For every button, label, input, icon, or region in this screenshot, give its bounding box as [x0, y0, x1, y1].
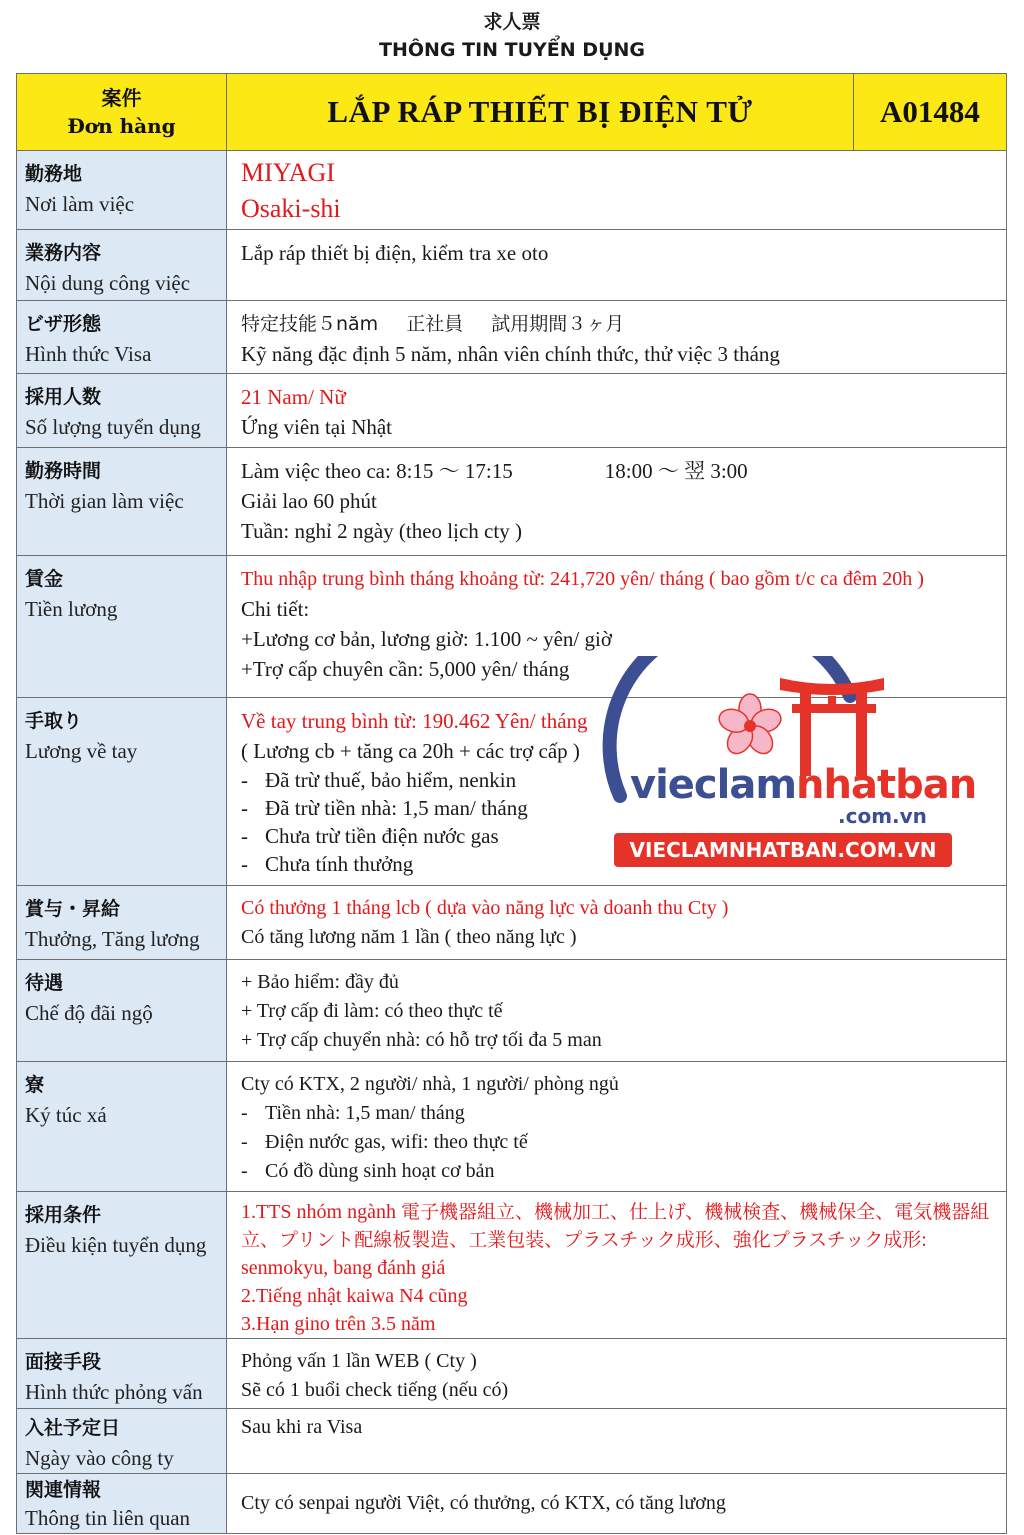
row-bonus — [17, 886, 1007, 960]
bullet-item: - Đã trừ thuế, bảo hiểm, nenkin — [241, 768, 517, 792]
label-vn: Hình thức phỏng vấn — [25, 1380, 203, 1404]
headcount-value: 21 Nam/ Nữ — [241, 385, 346, 409]
order-label-jp: 案件 — [101, 86, 142, 110]
row-label — [17, 886, 227, 960]
row-label — [17, 960, 227, 1062]
row-value — [227, 1474, 1007, 1534]
title-vn: THÔNG TIN TUYỂN DỤNG — [378, 39, 645, 61]
text-line: ( Lương cb + tăng ca 20h + các trợ cấp ) — [241, 739, 580, 763]
row-visa — [17, 301, 1007, 374]
row-value — [227, 151, 1007, 230]
row-value — [227, 960, 1007, 1062]
sakura-icon — [716, 694, 784, 758]
row-label — [17, 698, 227, 886]
text-line: +Trợ cấp chuyên cần: 5,000 yên/ tháng — [241, 657, 570, 681]
row-benefits — [17, 960, 1007, 1062]
average-income: Thu nhập trung bình tháng khoảng từ: 241,720 yên/ tháng ( bao gồm t/c ca đêm 20h ) — [241, 568, 924, 590]
row-label — [17, 151, 227, 230]
job-title: LẮP RÁP THIẾT BỊ ĐIỆN TỬ — [227, 74, 854, 151]
watermark-domain: .com.vn — [838, 804, 927, 828]
row-label — [17, 1062, 227, 1192]
employment-type: 正社員 — [406, 313, 464, 335]
row-value — [227, 1192, 1007, 1339]
label-jp: 手取り — [25, 710, 83, 732]
condition-3: 3.Hạn gino trên 3.5 năm — [241, 1313, 436, 1335]
row-related — [17, 1474, 1007, 1534]
text-line: Lắp ráp thiết bị điện, kiểm tra xe oto — [241, 241, 549, 265]
job-code: A01484 — [854, 74, 1007, 151]
row-label — [17, 301, 227, 374]
label-jp: ビザ形態 — [25, 313, 102, 335]
label-vn: Chế độ đãi ngộ — [25, 1001, 153, 1025]
bullet-item: - Tiền nhà: 1,5 man/ tháng — [241, 1102, 465, 1124]
row-work-content — [17, 230, 1007, 301]
row-label — [17, 1339, 227, 1409]
label-jp: 賞与・昇給 — [25, 898, 121, 920]
text-line: Sẽ có 1 buổi check tiếng (nếu có) — [241, 1379, 509, 1401]
row-headcount — [17, 374, 1007, 448]
label-jp: 勤務地 — [25, 163, 83, 185]
row-value — [227, 1409, 1007, 1474]
label-vn: Thời gian làm việc — [25, 489, 184, 513]
label-vn: Điều kiện tuyển dụng — [25, 1233, 207, 1257]
row-label — [17, 1409, 227, 1474]
label-jp: 採用条件 — [25, 1204, 102, 1226]
row-dorm — [17, 1062, 1007, 1192]
label-vn: Thông tin liên quan — [25, 1506, 191, 1530]
text-line: Phỏng vấn 1 lần WEB ( Cty ) — [241, 1350, 477, 1372]
row-interview — [17, 1339, 1007, 1409]
city: Osaki-shi — [241, 194, 341, 223]
bullet-item: - Có đồ dùng sinh hoạt cơ bản — [241, 1160, 495, 1182]
row-start-date — [17, 1409, 1007, 1474]
row-value — [227, 886, 1007, 960]
shift-night: 18:00 ～ 翌 3:00 — [604, 459, 748, 483]
label-vn: Ngày vào công ty — [25, 1446, 174, 1470]
label-jp: 寮 — [25, 1074, 45, 1096]
label-vn: Ký túc xá — [25, 1103, 107, 1127]
row-location — [17, 151, 1007, 230]
label-vn: Nơi làm việc — [25, 192, 135, 216]
condition-2: 2.Tiếng nhật kaiwa N4 cũng — [241, 1285, 468, 1307]
bonus-value: Có thưởng 1 tháng lcb ( dựa vào năng lực và doanh thu Cty ) — [241, 897, 729, 919]
row-label — [17, 230, 227, 301]
label-vn: Hình thức Visa — [25, 342, 152, 366]
label-jp: 勤務時間 — [25, 460, 102, 482]
row-label — [17, 374, 227, 448]
visa-jp-line — [241, 309, 992, 339]
label-jp: 業務内容 — [25, 242, 102, 264]
watermark-banner: VIECLAMNHATBAN.COM.VN — [614, 833, 952, 867]
row-value — [227, 1062, 1007, 1192]
text-line: Sau khi ra Visa — [241, 1416, 363, 1438]
text-line: + Trợ cấp đi làm: có theo thực tế — [241, 1000, 503, 1022]
text-line: Chi tiết: — [241, 597, 310, 621]
label-vn: Thưởng, Tăng lương — [25, 927, 200, 951]
label-vn: Tiền lương — [25, 597, 118, 621]
probation: 試用期間３ヶ月 — [491, 313, 625, 335]
row-label — [17, 556, 227, 698]
shift-line — [241, 456, 992, 486]
visa-type: 特定技能５năm — [241, 313, 379, 335]
text-line: + Trợ cấp chuyển nhà: có hỗ trợ tối đa 5 man — [241, 1029, 602, 1051]
label-vn: Lương về tay — [25, 739, 138, 763]
text-line: Tuần: nghỉ 2 ngày (theo lịch cty ) — [241, 519, 522, 543]
watermark-brand: vieclamnhatban — [630, 762, 977, 808]
order-label — [17, 74, 227, 151]
row-value — [227, 1339, 1007, 1409]
row-value — [227, 448, 1007, 556]
title-jp: 求人票 — [483, 11, 541, 33]
label-jp: 待遇 — [25, 972, 64, 994]
prefecture: MIYAGI — [241, 158, 335, 187]
order-label-vn: Đơn hàng — [67, 114, 176, 138]
text-line: Cty có KTX, 2 người/ nhà, 1 người/ phòng ngủ — [241, 1073, 619, 1095]
bullet-item: - Chưa tính thưởng — [241, 852, 414, 876]
row-value — [227, 230, 1007, 301]
header-row — [17, 74, 1007, 151]
text-line: Ứng viên tại Nhật — [241, 415, 393, 439]
document-title — [0, 8, 1024, 64]
row-label — [17, 1192, 227, 1339]
row-conditions — [17, 1192, 1007, 1339]
label-jp: 採用人数 — [25, 386, 102, 408]
shift-day: Làm việc theo ca: 8:15 ～ 17:15 — [241, 459, 513, 483]
label-jp: 関連情報 — [25, 1479, 102, 1501]
text-line: + Bảo hiểm: đầy đủ — [241, 971, 399, 993]
bullet-item: - Đã trừ tiền nhà: 1,5 man/ tháng — [241, 796, 528, 820]
label-vn: Số lượng tuyển dụng — [25, 415, 201, 439]
label-jp: 入社予定日 — [25, 1417, 121, 1439]
text-line: Cty có senpai người Việt, có thưởng, có KTX, có tăng lương — [241, 1492, 726, 1514]
take-home-value: Về tay trung bình từ: 190.462 Yên/ tháng — [241, 709, 588, 733]
row-label — [17, 448, 227, 556]
text-line: Có tăng lương năm 1 lần ( theo năng lực ) — [241, 926, 577, 948]
row-value — [227, 301, 1007, 374]
bullet-item: - Chưa trừ tiền điện nước gas — [241, 824, 499, 848]
label-jp: 面接手段 — [25, 1351, 102, 1373]
condition-1: 1.TTS nhóm ngành 電子機器組立、機械加工、仕上げ、機械検査、機械保全、電気機器組立、プリント配線板製造、工業包装、プラスチック成形、強化プラスチック成形: senmokyu, bang đánh giá — [241, 1201, 990, 1279]
label-jp: 賃金 — [25, 568, 64, 590]
text-line: Giải lao 60 phút — [241, 489, 377, 513]
row-hours — [17, 448, 1007, 556]
text-line: +Lương cơ bản, lương giờ: 1.100 ~ yên/ giờ — [241, 627, 612, 651]
row-value — [227, 374, 1007, 448]
bullet-item: - Điện nước gas, wifi: theo thực tế — [241, 1131, 528, 1153]
text-line: Kỹ năng đặc định 5 năm, nhân viên chính thức, thử việc 3 tháng — [241, 342, 780, 366]
row-label — [17, 1474, 227, 1534]
label-vn: Nội dung công việc — [25, 271, 191, 295]
